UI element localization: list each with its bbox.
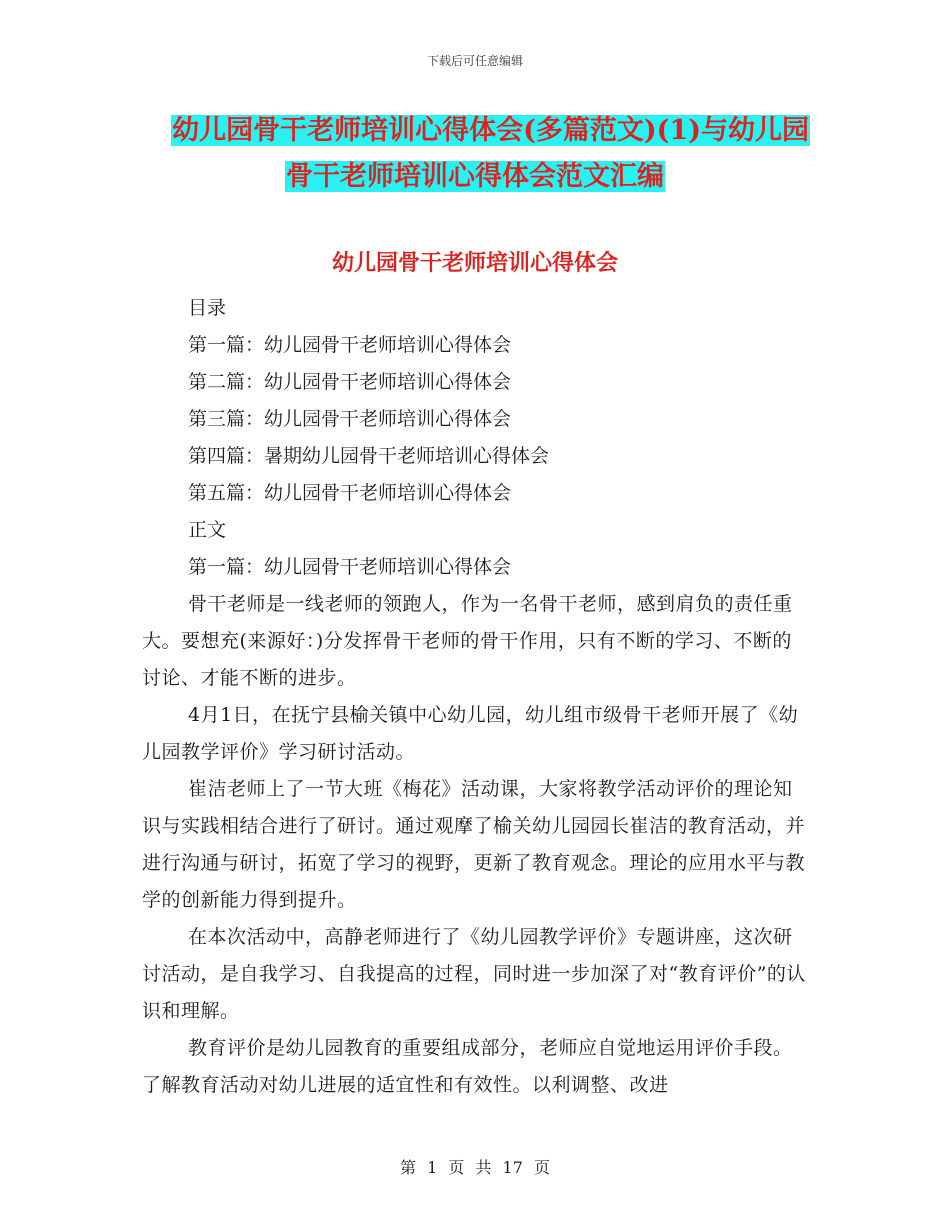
body-heading: 正文 [188, 519, 227, 541]
page-footer: 第 1 页 共 17 页 [400, 1158, 550, 1177]
title-line-1 [140, 108, 810, 154]
document-body [142, 290, 810, 1104]
toc-item: 第五篇：幼儿园骨干老师培训心得体会 [188, 482, 512, 504]
toc-item: 第二篇：幼儿园骨干老师培训心得体会 [188, 371, 512, 393]
toc-heading: 目录 [188, 297, 227, 319]
paragraph: 在本次活动中，高静老师进行了《幼儿园教学评价》专题讲座，这次研讨活动，是自我学习、自我提高的过程，同时进一步加深了对“教育评价”的认识和理解。 [142, 926, 806, 1022]
document-title [140, 108, 810, 200]
title-line-2-text: 骨干老师培训心得体会范文汇编 [286, 161, 664, 192]
paragraph: 骨干老师是一线老师的领跑人，作为一名骨干老师，感到肩负的责任重大。要想充(来源好：)分发挥骨干老师的骨干作用，只有不断的学习、不断的讨论、才能不断的进步。 [142, 593, 793, 689]
toc-item: 第四篇：暑期幼儿园骨干老师培训心得体会 [188, 445, 550, 467]
title-line-2 [140, 154, 810, 200]
section-title: 幼儿园骨干老师培训心得体会 [331, 250, 618, 276]
paragraph: 4月1日，在抚宁县榆关镇中心幼儿园，幼儿组市级骨干老师开展了《幼儿园教学评价》学习研讨活动。 [142, 704, 799, 763]
chapter-heading: 第一篇：幼儿园骨干老师培训心得体会 [188, 556, 512, 578]
header-note: 下载后可任意编辑 [426, 54, 523, 68]
paragraph: 教育评价是幼儿园教育的重要组成部分，老师应自觉地运用评价手段。了解教育活动对幼儿进展的适宜性和有效性。以利调整、改进 [142, 1037, 793, 1096]
title-line-1-text: 幼儿园骨干老师培训心得体会(多篇范文)(1)与幼儿园 [172, 115, 809, 146]
toc-item: 第一篇：幼儿园骨干老师培训心得体会 [188, 334, 512, 356]
toc-item: 第三篇：幼儿园骨干老师培训心得体会 [188, 408, 512, 430]
paragraph: 崔洁老师上了一节大班《梅花》活动课，大家将教学活动评价的理论知识与实践相结合进行了研讨。通过观摩了榆关幼儿园园长崔洁的教育活动，并进行沟通与研讨，拓宽了学习的视野，更新了教育观念。理论的应用水平与教学的创新能力得到提升。 [142, 778, 806, 911]
